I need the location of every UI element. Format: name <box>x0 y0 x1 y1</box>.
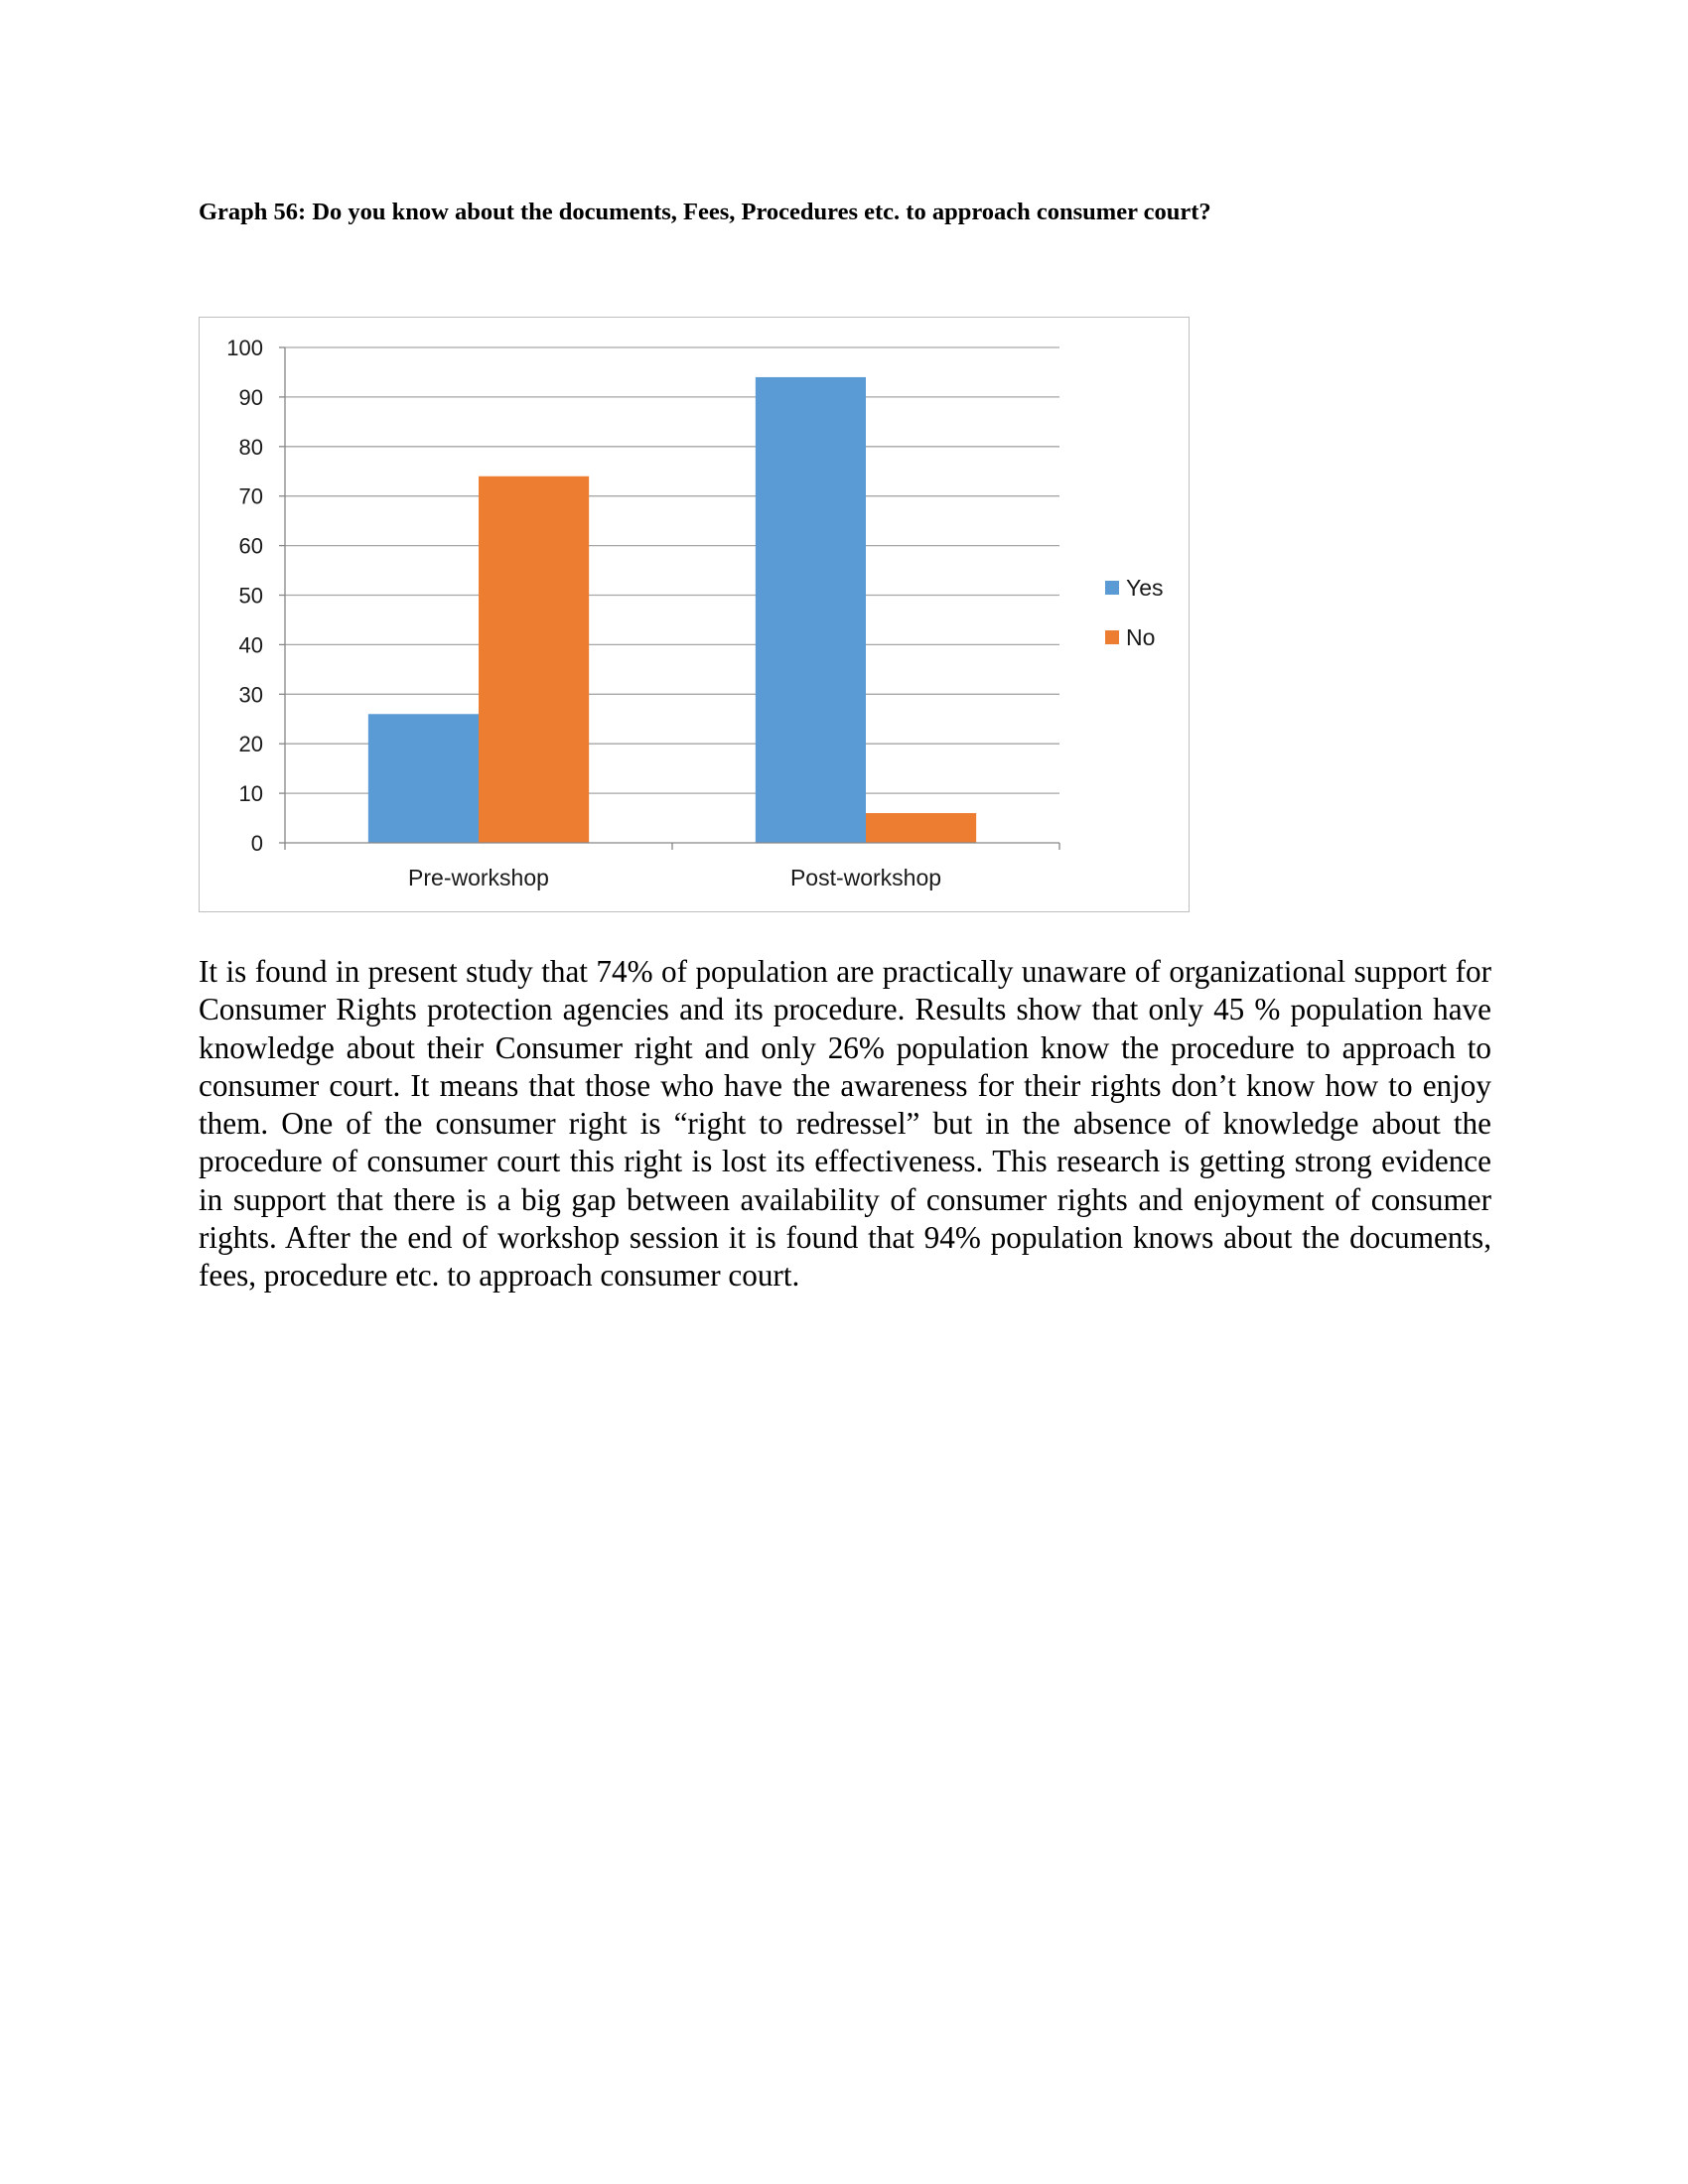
legend-label-yes: Yes <box>1126 575 1164 601</box>
y-tick-label: 80 <box>238 434 263 460</box>
category-labels <box>408 865 941 890</box>
legend-label-no: No <box>1126 624 1156 650</box>
y-tick-label: 100 <box>226 336 263 360</box>
legend <box>1105 575 1164 650</box>
bar-chart <box>199 317 1190 912</box>
legend-swatch-yes <box>1105 581 1119 595</box>
bar-yes-pre-workshop <box>368 714 479 843</box>
bar-yes-post-workshop <box>756 377 866 843</box>
y-tick-label: 30 <box>238 682 263 708</box>
y-tick-label: 0 <box>250 831 263 856</box>
y-tick-label: 90 <box>238 384 263 410</box>
y-tick-label: 60 <box>238 533 263 559</box>
y-tick-label: 70 <box>238 483 263 509</box>
chart-canvas <box>200 318 1191 913</box>
y-tick-labels <box>226 336 263 856</box>
category-label: Post-workshop <box>789 865 942 890</box>
bar-no-pre-workshop <box>479 477 589 843</box>
category-label: Pre-workshop <box>408 865 549 890</box>
y-tick-label: 50 <box>238 583 263 609</box>
y-tick-label: 40 <box>238 632 263 658</box>
graph-caption: Graph 56: Do you know about the documents, Fees, Procedures etc. to approach consumer court? <box>199 199 1211 225</box>
y-tick-label: 10 <box>238 781 263 807</box>
legend-swatch-no <box>1105 630 1119 644</box>
bar-no-post-workshop <box>866 813 976 843</box>
y-tick-label: 20 <box>238 732 263 757</box>
body-paragraph: It is found in present study that 74% of population are practically unaware of organizational support for Consumer Rights protection agencies and its procedure. Results show that only 45 % population have knowledge about their Consumer right and only 26% population know the procedure to approach to consumer court. It means that those who have the awareness for their rights don’t know how to enjoy them. One of the consumer right is “right to redressel” but in the absence of knowledge about the procedure of consumer court this right is lost its effectiveness. This research is getting strong evidence in support that there is a big gap between availability of consumer rights and enjoyment of consumer rights. After the end of workshop session it is found that 94% population knows about the documents, fees, procedure etc. to approach consumer court. <box>199 954 1491 1294</box>
